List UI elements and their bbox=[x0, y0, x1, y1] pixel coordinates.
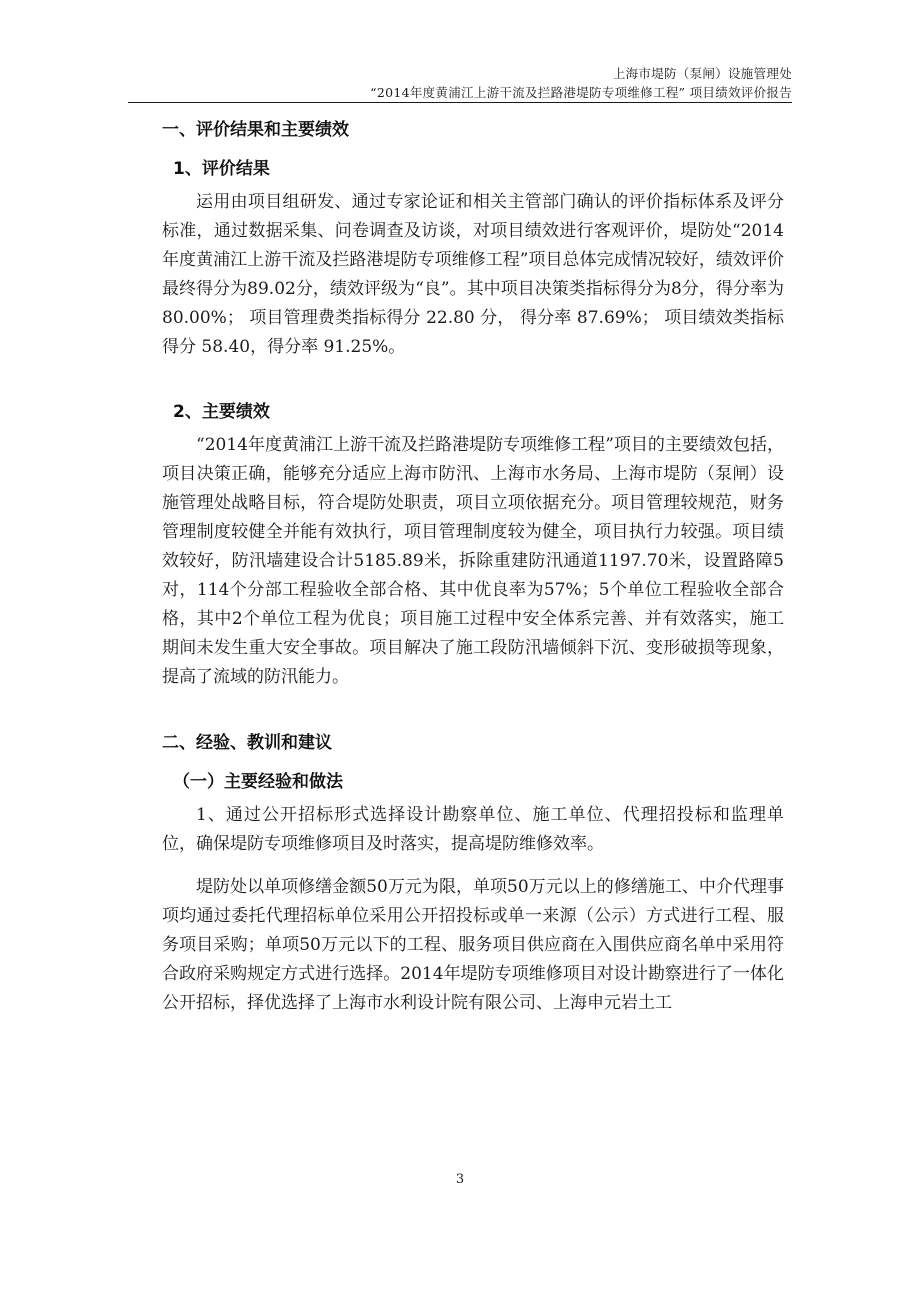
subheading-evaluation-result: 1、评价结果 bbox=[173, 159, 270, 179]
page-header bbox=[370, 64, 792, 102]
subheading-main-performance: 2、主要绩效 bbox=[173, 402, 270, 422]
section-heading-experience: 二、经验、教训和建议 bbox=[162, 733, 332, 753]
paragraph-evaluation-result: 运用由项目组研发、通过专家论证和相关主管部门确认的评价指标体系及评分标准，通过数据采集、问卷调查及访谈，对项目绩效进行客观评价，堤防处“2014年度黄浦江上游干流及拦路港堤防专项维修工程”项目总体完成情况较好，绩效评价最终得分为89.02分，绩效评级为“良”。其中项目决策类指标得分为8分，得分率为 80.00%； 项目管理费类指标得分 22.80 分， 得分率 87.69%； 项目绩效类指标得分 58.40，得分率 91.25%。 bbox=[162, 192, 784, 357]
spacer bbox=[162, 362, 784, 393]
spacer bbox=[162, 692, 784, 723]
spacer bbox=[162, 859, 784, 873]
paragraph-experience-1: 1、通过公开招标形式选择设计勘察单位、施工单位、代理招投标和监理单位，确保堤防专项维修项目及时落实，提高堤防维修效率。 bbox=[162, 805, 784, 854]
header-report-title: “2014年度黄浦江上游干流及拦路港堤防专项维修工程” 项目绩效评价报告 bbox=[370, 85, 792, 100]
section-heading-evaluation: 一、评价结果和主要绩效 bbox=[162, 120, 349, 140]
header-org: 上海市堤防（泵闸）设施管理处 bbox=[612, 66, 792, 81]
paragraph-experience-2: 堤防处以单项修缮金额50万元为限，单项50万元以上的修缮施工、中介代理事项均通过委托代理招标单位采用公开招投标或单一来源（公示）方式进行工程、服务项目采购；单项50万元以下的工程、服务项目供应商在入围供应商名单中采用符合政府采购规定方式进行选择。2014年堤防专项维修项目对设计勘察进行了一体化公开招标，择优选择了上海市水利设计院有限公司、上海申元岩土工 bbox=[162, 877, 784, 1013]
subheading-main-experience: （一）主要经验和做法 bbox=[173, 772, 343, 792]
paragraph-main-performance: “2014年度黄浦江上游干流及拦路港堤防专项维修工程”项目的主要绩效包括，项目决策正确，能够充分适应上海市防汛、上海市水务局、上海市堤防（泵闸）设施管理处战略目标，符合堤防处职责，项目立项依据充分。项目管理较规范，财务管理制度较健全并能有效执行，项目管理制度较为健全，项目执行力较强。项目绩效较好，防汛墙建设合计5185.89米，拆除重建防汛通道1197.70米，设置路障5对，114个分部工程验收全部合格、其中优良率为57%；5个单位工程验收全部合格，其中2个单位工程为优良；项目施工过程中安全体系完善、并有效落实，施工期间未发生重大安全事故。项目解决了施工段防汛墙倾斜下沉、变形破损等现象，提高了流域的防汛能力。 bbox=[162, 435, 784, 687]
page-number: 3 bbox=[455, 1172, 465, 1187]
document-body bbox=[162, 110, 784, 1018]
header-divider bbox=[128, 102, 792, 103]
